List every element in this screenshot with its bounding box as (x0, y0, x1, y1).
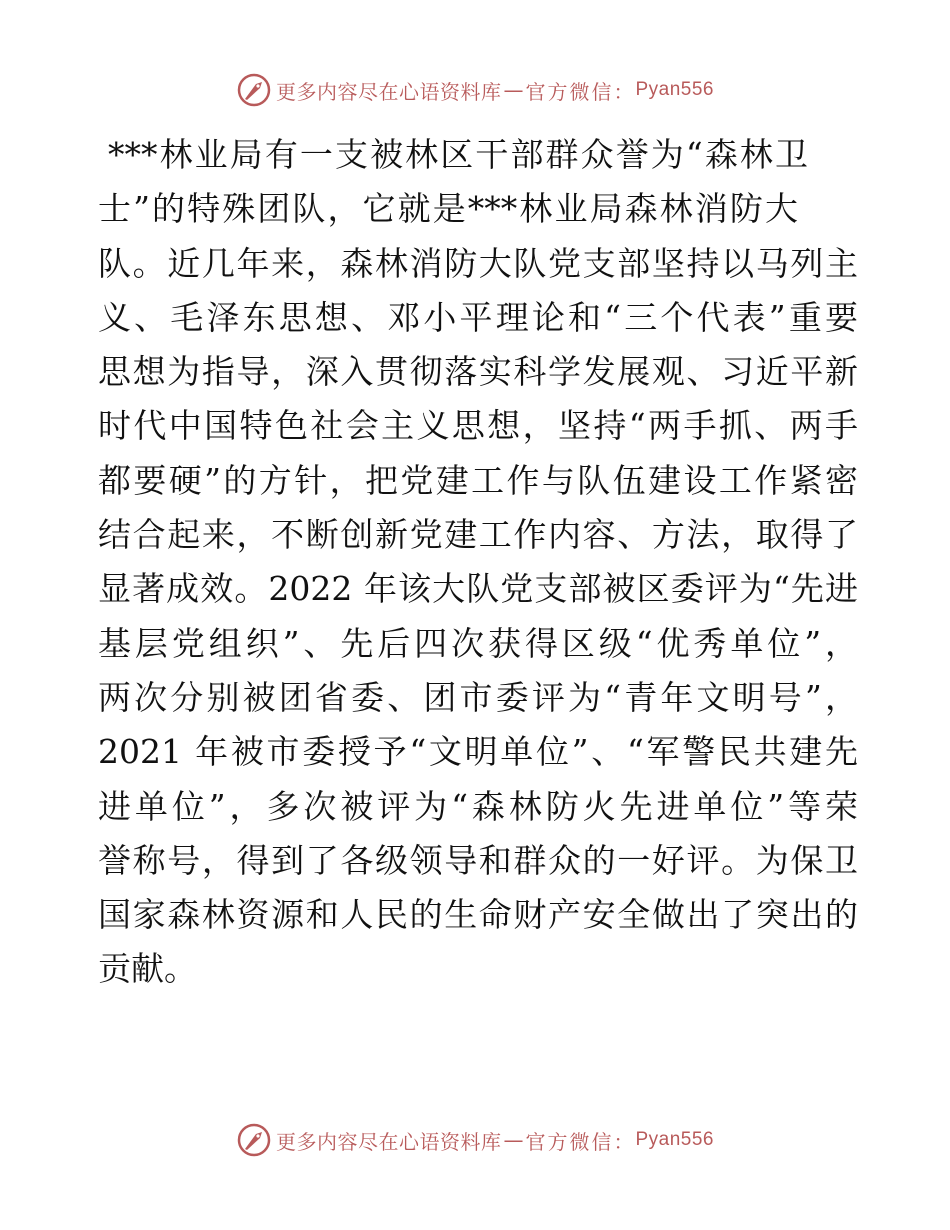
watermark-wechat-id: Pyan556 (635, 1129, 714, 1150)
watermark-site-text: 更多内容尽在心语资料库 (275, 79, 502, 104)
document-body (98, 128, 858, 997)
body-line-15: 国家森林资源和人民的生命财产安全做出了突出的 (98, 895, 858, 935)
watermark-dash: — (503, 78, 524, 102)
body-line-9: 显著成效。2022 年该大队党支部被区委评为“先进 (98, 569, 858, 609)
body-line-6: 时代中国特色社会主义思想，坚持“两手抓、两手 (98, 406, 858, 446)
watermark-dash: — (503, 1128, 524, 1152)
body-line-10: 基层党组织”、先后四次获得区级“优秀单位”， (98, 623, 858, 663)
body-line-2: 士”的特殊团队，它就是***林业局森林消防大 (98, 189, 798, 229)
body-line-5: 思想为指导，深入贯彻落实科学发展观、习近平新 (98, 352, 858, 392)
pen-nib-logo-icon (236, 72, 272, 108)
footer-watermark (0, 1120, 950, 1160)
body-line-1: ***林业局有一支被林区干部群众誉为“森林卫 (108, 135, 808, 174)
watermark-official-label: 官方微信： (525, 1129, 636, 1154)
watermark-official-label: 官方微信： (525, 79, 636, 104)
body-line-4: 义、毛泽东思想、邓小平理论和“三个代表”重要 (98, 297, 858, 337)
body-line-12: 2021 年被市委授予“文明单位”、“军警民共建先 (98, 732, 858, 772)
body-line-16: 贡献。 (98, 949, 197, 989)
body-line-8: 结合起来，不断创新党建工作内容、方法，取得了 (98, 515, 858, 555)
watermark-site-text: 更多内容尽在心语资料库 (275, 1129, 502, 1154)
watermark-wechat-id: Pyan556 (635, 79, 714, 100)
pen-nib-logo-icon (236, 1122, 272, 1158)
header-watermark (0, 70, 950, 110)
body-line-14: 誉称号，得到了各级领导和群众的一好评。为保卫 (98, 840, 858, 880)
body-line-7: 都要硬”的方针，把党建工作与队伍建设工作紧密 (98, 460, 858, 500)
body-line-11: 两次分别被团省委、团市委评为“青年文明号”， (98, 677, 858, 717)
body-line-3: 队。近几年来，森林消防大队党支部坚持以马列主 (98, 243, 858, 283)
body-line-13: 进单位”，多次被评为“森林防火先进单位”等荣 (98, 786, 858, 826)
